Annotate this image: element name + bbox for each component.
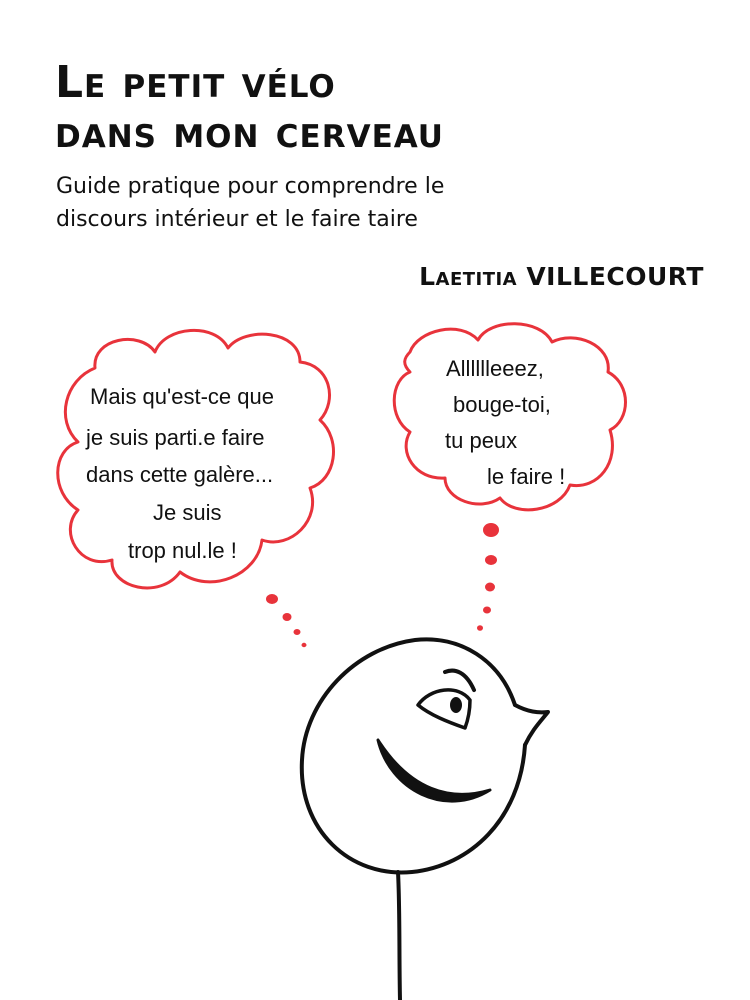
right-thought-dots — [477, 523, 499, 631]
right-bubble-line-3: tu peux — [445, 428, 518, 453]
subtitle-line-1: Guide pratique pour comprendre le — [56, 174, 445, 199]
left-thought-dots — [266, 594, 307, 647]
character-smile — [378, 740, 490, 801]
character-pupil — [450, 697, 462, 713]
left-bubble-line-3: dans cette galère... — [86, 462, 274, 487]
character-eye — [418, 690, 470, 728]
left-bubble-line-4: Je suis — [153, 500, 222, 525]
left-bubble-line-2: je suis parti.e faire — [86, 425, 265, 450]
character-nose — [515, 705, 548, 745]
left-bubble-line-1: Mais qu'est-ce que — [90, 384, 274, 409]
right-bubble-line-4: le faire ! — [487, 464, 566, 489]
right-bubble-line-1: Alllllleeez, — [446, 356, 544, 381]
left-bubble-line-5: trop nul.le ! — [128, 538, 237, 563]
character-body-line — [398, 872, 400, 1000]
character-eyebrow — [445, 671, 474, 690]
right-bubble-line-2: bouge-toi, — [453, 392, 551, 417]
author-name: Laetitia VILLECOURT — [419, 262, 704, 291]
subtitle-line-2: discours intérieur et le faire taire — [56, 207, 418, 232]
title-line-1: Le petit vélo — [55, 57, 336, 108]
title-line-2: dans mon cerveau — [55, 107, 444, 158]
character-head — [302, 639, 525, 872]
